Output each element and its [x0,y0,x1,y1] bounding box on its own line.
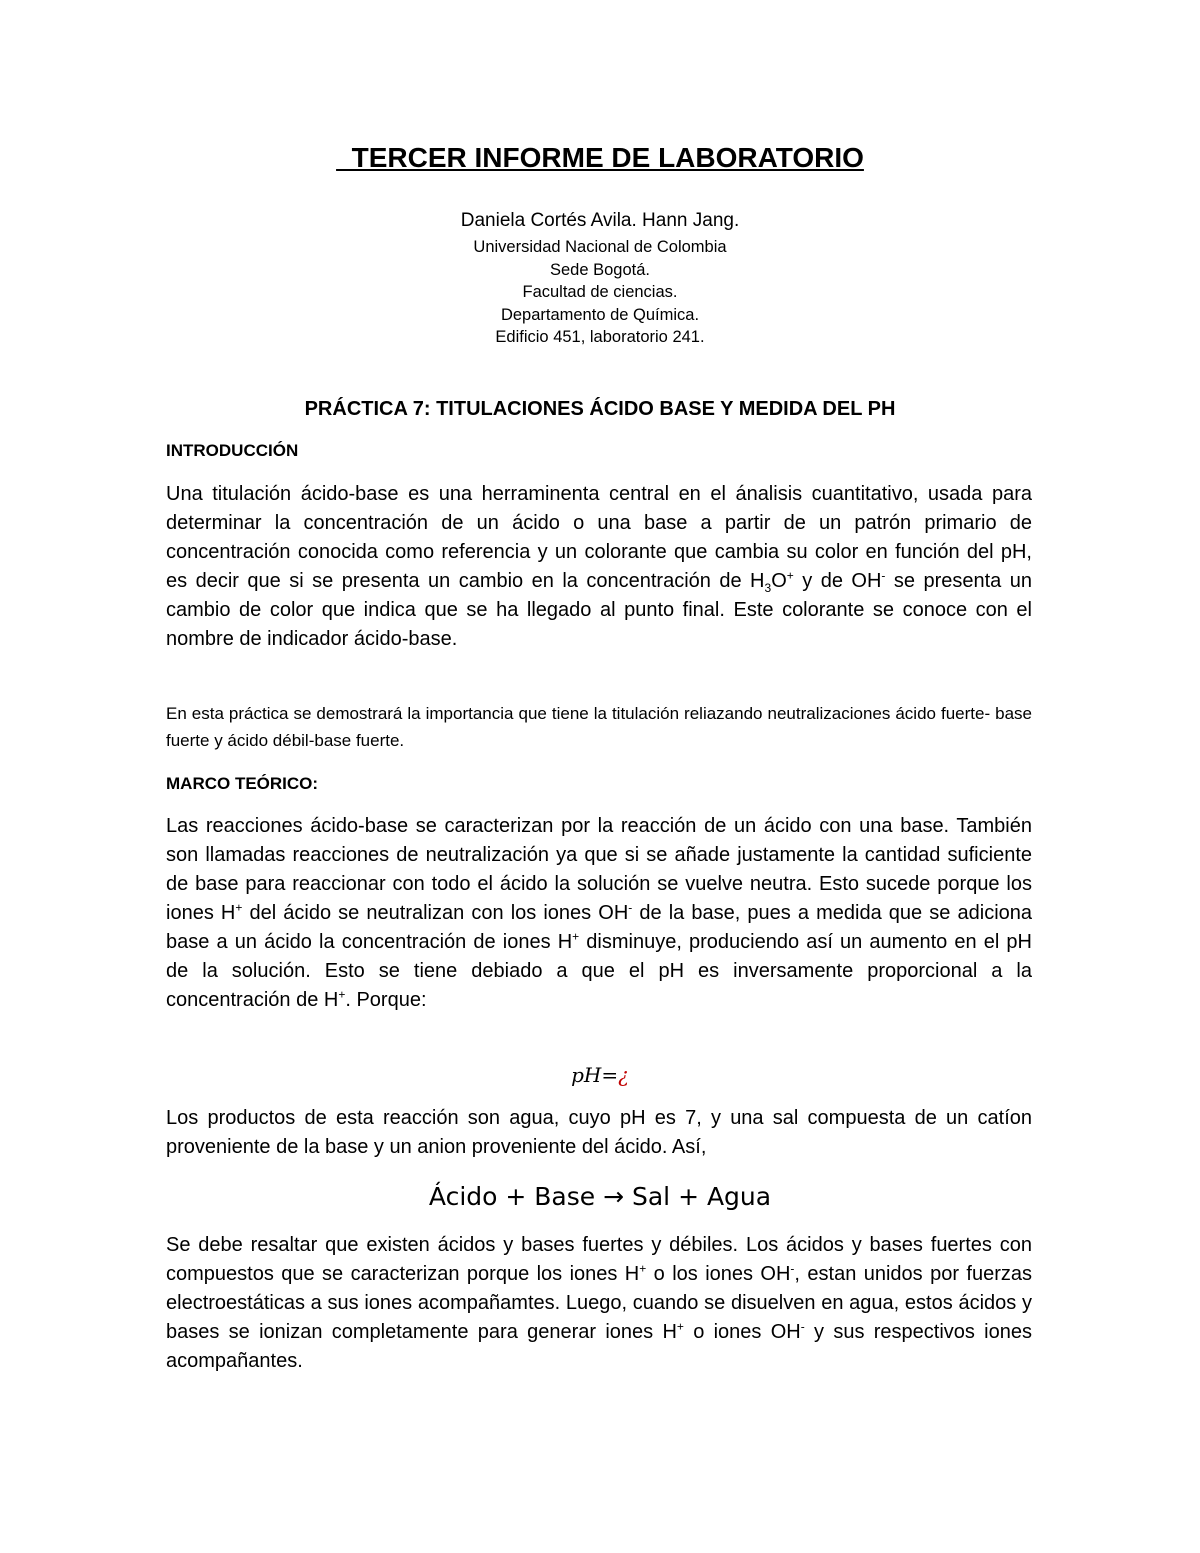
theory-paragraph-3: Se debe resaltar que existen ácidos y bases fuertes y débiles. Los ácidos y bases fuertes con compuestos que se caracterizan porque los iones H+ o los iones OH-, estan unidos por fuerzas electroestáticas a sus iones acompañamtes. Luego, cuando se disuelven en agua, estos ácidos y bases se ionizan completamente para generar iones H+ o iones OH- y sus respectivos iones acompañantes. [166,1234,1032,1372]
affiliation-line: Sede Bogotá. [550,260,650,279]
intro-paragraph-1-wrap [166,480,1032,654]
ph-formula: pH=¿ [571,1063,629,1087]
reaction-equation: Ácido + Base → Sal + Agua [428,1182,772,1211]
authors: Daniela Cortés Avila. Hann Jang. [460,210,740,231]
theory-paragraph-1-wrap [166,812,1032,1015]
affiliation-line: Facultad de ciencias. [522,283,678,301]
intro-paragraph-2-wrap [166,700,1032,754]
intro-section [166,440,1032,462]
theory-paragraph-2-wrap [166,1104,1032,1162]
theory-paragraph-2: Los productos de esta reacción son agua, cuyo pH es 7, y una sal compuesta de un catíon proveniente de la base y un anion proveniente del ácido. Así, [166,1107,1032,1158]
report-title: TERCER INFORME DE LABORATORIO [336,142,864,173]
theory-heading-wrap [166,773,1032,795]
affiliation-line: Edificio 451, laboratorio 241. [495,328,705,346]
intro-heading: INTRODUCCIÓN [166,441,299,460]
affiliation-line: Departamento de Química. [500,305,700,324]
theory-paragraph-1: Las reacciones ácido-base se caracterizan por la reacción de un ácido con una base. También son llamadas reacciones de neutralización ya que si se añade justamente la cantidad suficiente de base para reaccionar con todo el ácido la solución se vuelve neutra. Esto sucede porque los iones H+ del ácido se neutralizan con los iones OH- de la base, pues a medida que se adiciona base a un ácido la concentración de iones H+ disminuye, produciendo así un aumento en el pH de la solución. Esto se tiene debiado a que el pH es inversamente proporcional a la concentración de H+. Porque: [166,815,1033,1011]
affiliation-block [0,236,1200,349]
practice-title: PRÁCTICA 7: TITULACIONES ÁCIDO BASE Y MEDIDA DEL PH [304,398,896,420]
theory-heading: MARCO TEÓRICO: [166,774,319,793]
intro-paragraph-2: En esta práctica se demostrará la importancia que tiene la titulación reliazando neutralizaciones ácido fuerte- base fuerte y ácido débil-base fuerte. [166,704,1032,750]
affiliation-line: Universidad Nacional de Colombia [473,238,727,256]
theory-paragraph-3-wrap [166,1231,1032,1376]
intro-paragraph-1: Una titulación ácido-base es una herraminenta central en el ánalisis cuantitativo, usada para determinar la concentración de un ácido o una base a partir de un patrón primario de concentración conocida como referencia y un colorante que cambia su color en función del pH, es decir que si se presenta un cambio en la concentración de $H_3O^+$ y de OH- se presenta un cambio de color que indica que se ha llegado al punto final. Este colorante se conoce con el nombre de indicador ácido-base. [166,483,1033,650]
